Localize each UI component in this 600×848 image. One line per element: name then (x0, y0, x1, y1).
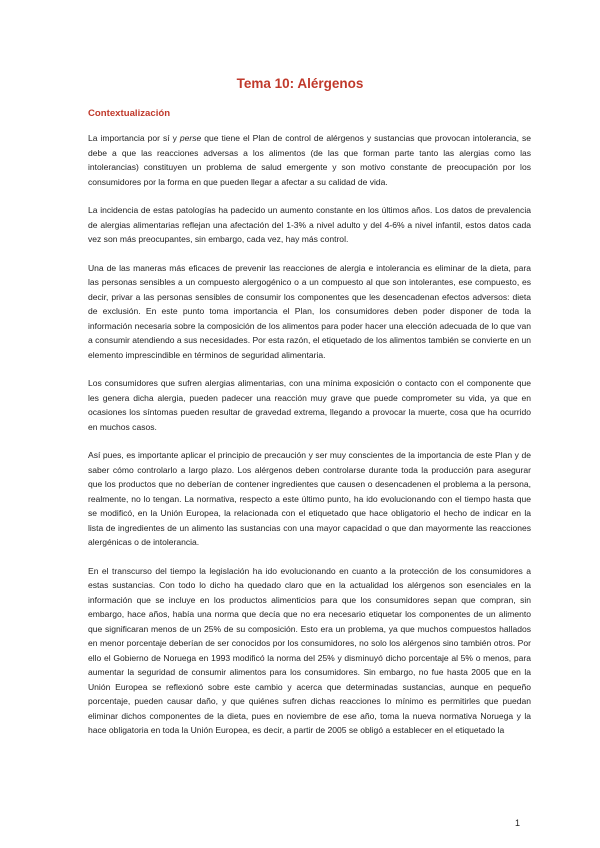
document-body (88, 131, 531, 752)
paragraph-4: Los consumidores que sufren alergias alimentarias, con una mínima exposición o contacto con el componente que les genera dicha alergia, pueden padecer una reacción muy grave que puede comprometer su vida, ya que en ocasiones los síntomas pueden resultar de gravedad extrema, llegando a provocar la muerte, cosa que ha ocurrido en muchos casos. (88, 378, 531, 432)
paragraph-6: En el transcurso del tiempo la legislación ha ido evolucionando en cuanto a la protección de los consumidores a estas sustancias. Con todo lo dicho ha quedado claro que en la actualidad los alérgenos son esenciales en la información que se incluye en los productos alimenticios para que los consumidores sepan que compran, sin embargo, hace años, había una norma que decía que no era necesario etiquetar los componentes de un alimento que significaran menos de un 25% de su composición. Esto era un problema, ya que muchos compuestos hallados en menor porcentaje deberían de ser conocidos por los consumidores, no solo los alérgenos sino también otros. Por ello el Gobierno de Noruega en 1993 modificó la norma del 25% y disminuyó dicho porcentaje al 5% o menos, para aumentar la seguridad de consumir alimentos para los consumidores. Sin embargo, no fue hasta 2005 que en la Unión Europea se reflexionó sobre este cambio y acerca que determinadas sustancias, aunque en pequeño porcentaje, pueden causar daño, y que quiénes sufren dichas reacciones lo mínimo es permitirles que puedan eliminar dichos componentes de la dieta, pues en noviembre de ese año, toma la nueva normativa Noruega y la hace obligatoria en toda la Unión Europea, es decir, a partir de 2005 se obligó a establecer en el etiquetado la (88, 565, 531, 735)
paragraph-5: Así pues, es importante aplicar el principio de precaución y ser muy conscientes de la importancia de este Plan y de saber cómo controlarlo a largo plazo. Los alérgenos deben controlarse durante toda la producción para asegurar que los productos que no deberían de contener ingredientes que causen o desencadenen el problema a la persona, realmente, no lo tengan. La normativa, respecto a este último punto, ha ido evolucionando con el tiempo hasta que se modificó, en la Unión Europea, la relacionada con el etiquetado que hace obligatorio el hecho de indicar en la lista de ingredientes de un alimento las sustancias con una mayor capacidad o que dan mayormente las reacciones alergénicas o de intolerancia. (88, 450, 531, 547)
document-title: Tema 10: Alérgenos (236, 76, 364, 91)
emphasis-text: perse (179, 133, 202, 143)
section-heading: Contextualización (88, 108, 171, 119)
paragraph-1: La importancia por sí y perse que tiene el Plan de control de alérgenos y sustancias que provocan intolerancia, se debe a que las reacciones adversas a los alimentos (de las que forman parte tanto las alergias como las intolerancias) constituyen un problema de salud emergente y son motivo constante de preocupación por los consumidores por la forma en que pueden llegar a afectar a su calidad de vida. (88, 133, 531, 187)
page-number: 1 (514, 818, 520, 828)
paragraph-3: Una de las maneras más eficaces de prevenir las reacciones de alergia e intolerancia es eliminar de la dieta, para las personas sensibles a un compuesto alergogénico o a un compuesto al que son intolerantes, ese compuesto, es decir, privar a las personas sensibles de consumir los componentes que les desencadenan efectos adversos: dieta de exclusión. En este punto toma importancia el Plan, los consumidores deben poder disponer de toda la información necesaria sobre la composición de los alimentos para poder hacer una elección adecuada de lo que van a consumir atendiendo a sus necesidades. Por esta razón, el etiquetado de los alimentos también se convierte en un elemento imprescindible en términos de seguridad alimentaria. (88, 262, 531, 360)
paragraph-2: La incidencia de estas patologías ha padecido un aumento constante en los últimos años. Los datos de prevalencia de alergias alimentarias reflejan una afectación del 1-3% a nivel adulto y del 4-6% a nivel infantil, estos datos cada vez son más preocupantes, sin embargo, cada vez, hay más control. (88, 205, 531, 244)
